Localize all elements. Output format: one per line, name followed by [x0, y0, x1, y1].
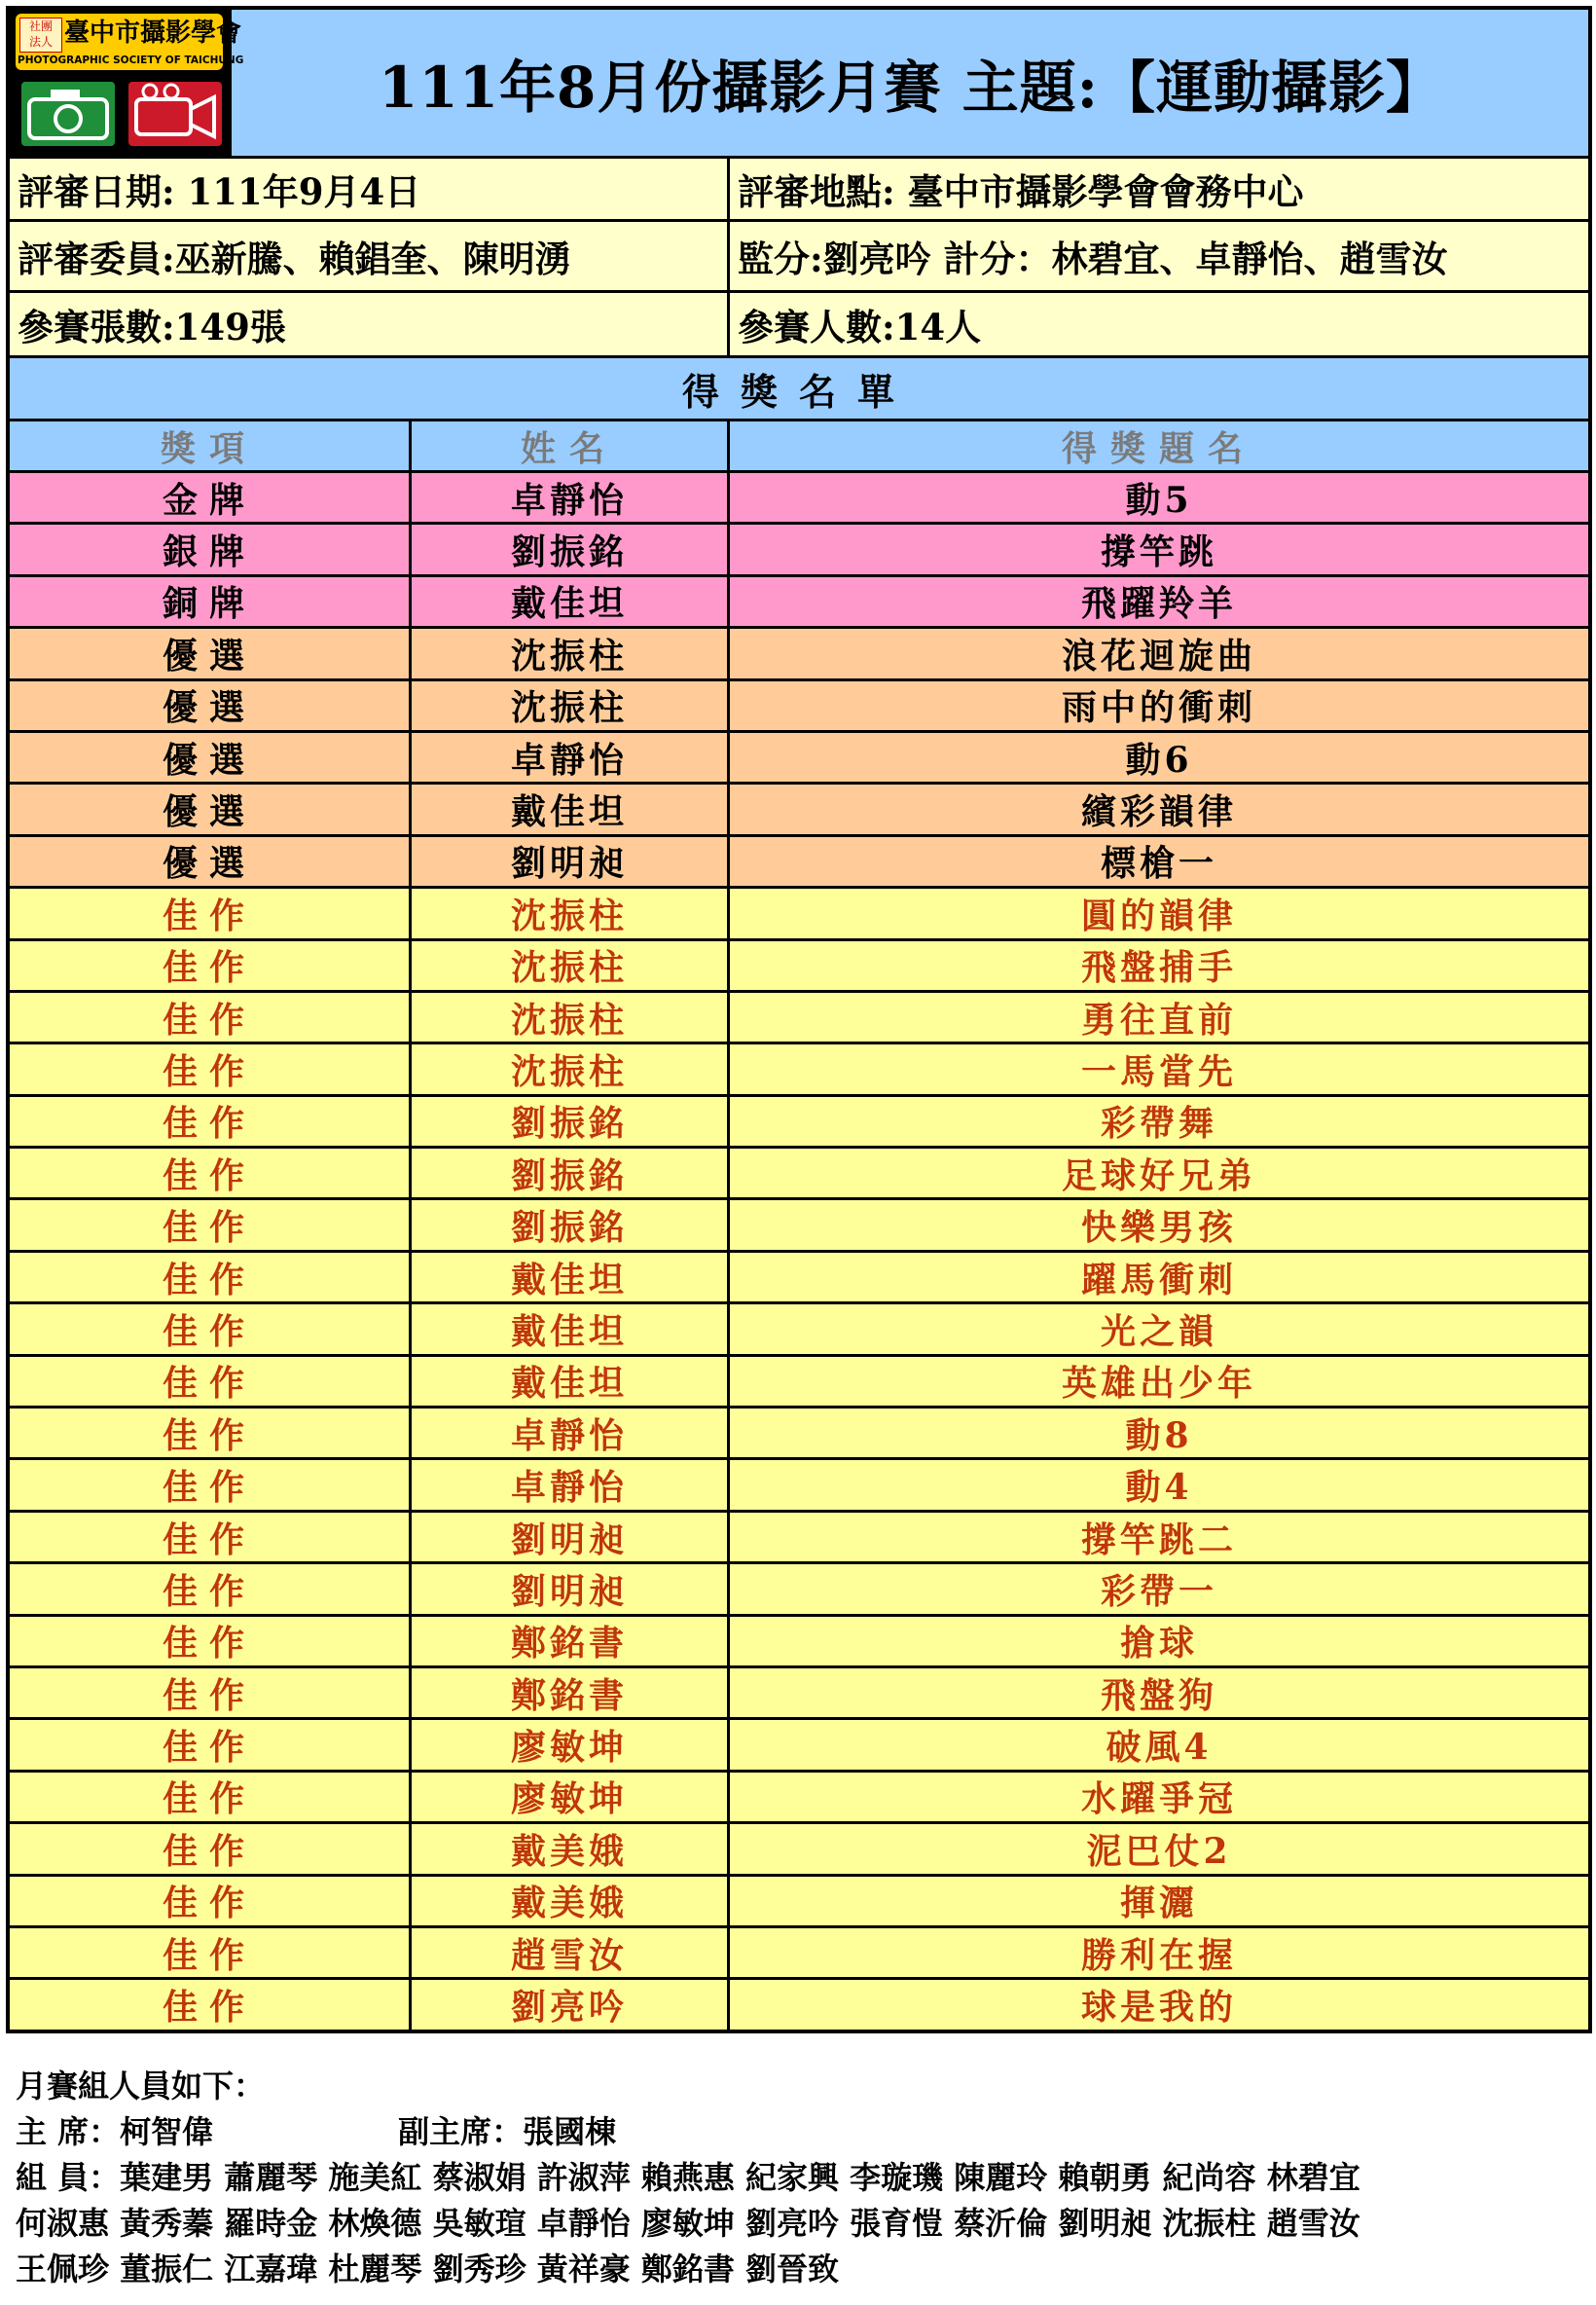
- video-camera-icon: [125, 78, 226, 150]
- winners-section-title: 得獎名單: [10, 358, 1588, 421]
- name-cell: 戴佳坦: [412, 1253, 730, 1301]
- name-cell: 沈振柱: [412, 629, 730, 677]
- work-title-cell: 標槍一: [1100, 843, 1217, 885]
- name-cell: 沈振柱: [412, 941, 730, 990]
- name-cell: 卓靜怡: [412, 733, 730, 782]
- award-cell: 佳作: [10, 1253, 412, 1301]
- award-cell: 銅牌: [10, 577, 412, 626]
- participant-count: 參賽人數:14人: [738, 306, 982, 348]
- name-cell: 劉亮吟: [412, 1980, 730, 2029]
- title-row: [10, 10, 1588, 159]
- table-header: [10, 421, 1588, 473]
- name-cell: 劉明昶: [412, 1564, 730, 1613]
- table-row: [10, 629, 1588, 680]
- work-title-cell: 飛躍羚羊: [1080, 583, 1237, 625]
- page-title: 111年8月份攝影月賽 主題:【運動攝影】: [378, 55, 1444, 121]
- work-title-cell: 撐竿跳: [1100, 531, 1217, 573]
- work-title-cell: 雨中的衝刺: [1061, 687, 1256, 729]
- work-title-cell: 繽彩韻律: [1080, 791, 1237, 833]
- award-cell: 佳作: [10, 1409, 412, 1457]
- committee-members-line-3: 王佩珍 董振仁 江嘉瑋 杜麗琴 劉秀珍 黃祥豪 鄭銘書 劉晉致: [16, 2250, 839, 2287]
- award-cell: 佳作: [10, 1824, 412, 1873]
- work-title-cell: 浪花迴旋曲: [1061, 635, 1256, 677]
- table-row: [10, 889, 1588, 940]
- work-title-cell: 光之韻: [1100, 1310, 1217, 1352]
- table-row: [10, 1824, 1588, 1876]
- table-row: [10, 1044, 1588, 1096]
- award-cell: 佳作: [10, 889, 412, 937]
- award-cell: 優選: [10, 733, 412, 782]
- award-cell: 佳作: [10, 1773, 412, 1821]
- name-cell: 劉振銘: [412, 1149, 730, 1197]
- name-cell: 戴美娥: [412, 1824, 730, 1873]
- name-cell: 卓靜怡: [412, 473, 730, 522]
- name-cell: 劉明昶: [412, 1513, 730, 1561]
- award-cell: 銀牌: [10, 525, 412, 573]
- table-row: [10, 1773, 1588, 1824]
- name-cell: 鄭銘書: [412, 1617, 730, 1665]
- work-title-cell: 快樂男孩: [1080, 1207, 1237, 1249]
- award-cell: 佳作: [10, 1720, 412, 1769]
- name-cell: 鄭銘書: [412, 1668, 730, 1717]
- work-title-cell: 水躍爭冠: [1080, 1778, 1237, 1820]
- work-title-cell: 勇往直前: [1080, 999, 1237, 1041]
- award-cell: 佳作: [10, 1200, 412, 1249]
- name-cell: 沈振柱: [412, 889, 730, 937]
- table-row: [10, 1149, 1588, 1200]
- table-row: [10, 577, 1588, 629]
- table-row: [10, 1668, 1588, 1720]
- work-title-cell: 破風4: [1106, 1727, 1213, 1769]
- work-title-cell: 動5: [1125, 479, 1193, 521]
- award-cell: 佳作: [10, 1617, 412, 1665]
- work-title-cell: 球是我的: [1080, 1987, 1237, 2029]
- info-row-judges: [10, 222, 1588, 293]
- table-row: [10, 785, 1588, 836]
- name-cell: 沈振柱: [412, 1044, 730, 1093]
- info-row-counts: [10, 293, 1588, 358]
- table-row: [10, 1409, 1588, 1460]
- society-logo: [10, 10, 244, 156]
- work-title-cell: 英雄出少年: [1061, 1363, 1256, 1405]
- award-cell: 佳作: [10, 1877, 412, 1925]
- award-cell: 佳作: [10, 1980, 412, 2029]
- award-sheet: [6, 6, 1592, 2033]
- chairperson: 主 席：柯智偉: [16, 2113, 214, 2150]
- committee-members-line-2: 何淑惠 黃秀蓁 羅時金 林煥德 吳敏瑄 卓靜怡 廖敏坤 劉亮吟 張育愷 蔡沂倫 劉明昶 沈振柱 趙雪汝: [16, 2205, 1360, 2242]
- table-row: [10, 941, 1588, 993]
- name-cell: 趙雪汝: [412, 1928, 730, 1977]
- table-row: [10, 1617, 1588, 1668]
- camera-icon: [18, 78, 119, 150]
- judging-location: 評審地點: 臺中市攝影學會會務中心: [738, 170, 1304, 213]
- award-cell: 優選: [10, 837, 412, 886]
- header-award: 獎項: [10, 421, 412, 470]
- award-cell: 佳作: [10, 1149, 412, 1197]
- name-cell: 沈振柱: [412, 993, 730, 1042]
- table-row: [10, 1253, 1588, 1304]
- table-row: [10, 1877, 1588, 1928]
- table-row: [10, 1097, 1588, 1149]
- name-cell: 戴佳坦: [412, 1304, 730, 1353]
- table-row: [10, 525, 1588, 576]
- award-cell: 佳作: [10, 1357, 412, 1406]
- work-title-cell: 搶球: [1119, 1623, 1198, 1665]
- work-title-cell: 勝利在握: [1080, 1934, 1237, 1976]
- work-title-cell: 足球好兄弟: [1061, 1154, 1256, 1196]
- work-title-cell: 揮灑: [1119, 1883, 1198, 1924]
- work-title-cell: 彩帶一: [1100, 1570, 1217, 1612]
- award-cell: 佳作: [10, 1460, 412, 1509]
- table-row: [10, 733, 1588, 785]
- committee-members-line-1: 組 員：葉建男 蕭麗琴 施美紅 蔡淑娟 許淑萍 賴燕惠 紀家興 李璇璣 陳麗玲 賴朝勇 紀尚容 林碧宜: [16, 2159, 1360, 2196]
- vice-chairperson: 副主席：張國棟: [398, 2113, 617, 2150]
- table-row: [10, 993, 1588, 1044]
- work-title-cell: 飛盤捕手: [1080, 947, 1237, 989]
- table-row: [10, 681, 1588, 733]
- name-cell: 戴佳坦: [412, 577, 730, 626]
- award-cell: 佳作: [10, 1513, 412, 1561]
- name-cell: 劉振銘: [412, 525, 730, 573]
- name-cell: 廖敏坤: [412, 1720, 730, 1769]
- award-cell: 佳作: [10, 993, 412, 1042]
- name-cell: 戴佳坦: [412, 785, 730, 833]
- award-cell: 佳作: [10, 941, 412, 990]
- work-title-cell: 動6: [1125, 739, 1193, 781]
- name-cell: 戴美娥: [412, 1877, 730, 1925]
- table-row: [10, 1460, 1588, 1512]
- award-cell: 優選: [10, 681, 412, 730]
- judging-date: 評審日期: 111年9月4日: [10, 159, 730, 219]
- name-cell: 卓靜怡: [412, 1460, 730, 1509]
- work-title-cell: 一馬當先: [1080, 1051, 1237, 1092]
- award-cell: 金牌: [10, 473, 412, 522]
- name-cell: 沈振柱: [412, 681, 730, 730]
- header-work-title: 得獎題名: [1061, 427, 1256, 469]
- committee-intro: 月賽組人員如下：: [16, 2067, 266, 2104]
- table-row: [10, 1720, 1588, 1772]
- table-row: [10, 1200, 1588, 1252]
- table-row: [10, 1513, 1588, 1564]
- award-cell: 佳作: [10, 1668, 412, 1717]
- header-name: 姓名: [412, 421, 730, 470]
- table-row: [10, 1980, 1588, 2029]
- logo-name: 臺中市攝影學會: [64, 18, 242, 48]
- table-row: [10, 1304, 1588, 1356]
- award-cell: 優選: [10, 629, 412, 677]
- info-row-date: [10, 159, 1588, 222]
- work-title-cell: 動8: [1125, 1414, 1193, 1456]
- award-cell: 佳作: [10, 1564, 412, 1613]
- award-cell: 佳作: [10, 1304, 412, 1353]
- table-row: [10, 837, 1588, 889]
- photo-count: 參賽張數:149張: [10, 293, 730, 355]
- committee-footer: [16, 2064, 1586, 2292]
- work-title-cell: 飛盤狗: [1100, 1674, 1217, 1716]
- work-title-cell: 圓的韻律: [1080, 895, 1237, 936]
- name-cell: 廖敏坤: [412, 1773, 730, 1821]
- judges: 評審委員:巫新騰、賴錩奎、陳明湧: [10, 222, 730, 290]
- award-cell: 佳作: [10, 1097, 412, 1146]
- name-cell: 劉明昶: [412, 837, 730, 886]
- award-cell: 佳作: [10, 1928, 412, 1977]
- table-row: [10, 1357, 1588, 1409]
- work-title-cell: 躍馬衝刺: [1080, 1259, 1237, 1300]
- table-row: [10, 1928, 1588, 1980]
- table-row: [10, 473, 1588, 525]
- logo-banner: [16, 14, 244, 70]
- name-cell: 劉振銘: [412, 1200, 730, 1249]
- name-cell: 卓靜怡: [412, 1409, 730, 1457]
- award-cell: 優選: [10, 785, 412, 833]
- winners-table-body: [10, 473, 1588, 2030]
- supervisors: 監分:劉亮吟 計分：林碧宜、卓靜怡、趙雪汝: [738, 238, 1448, 280]
- name-cell: 劉振銘: [412, 1097, 730, 1146]
- work-title-cell: 彩帶舞: [1100, 1103, 1217, 1145]
- award-cell: 佳作: [10, 1044, 412, 1093]
- work-title-cell: 動4: [1125, 1467, 1193, 1509]
- work-title-cell: 泥巴仗2: [1086, 1830, 1232, 1872]
- logo-english-name: PHOTOGRAPHIC SOCIETY OF TAICHUNG: [18, 55, 244, 66]
- work-title-cell: 撐竿跳二: [1080, 1518, 1237, 1560]
- name-cell: 戴佳坦: [412, 1357, 730, 1406]
- committee-chairs: [16, 2109, 1586, 2155]
- table-row: [10, 1564, 1588, 1616]
- logo-tag: 社團 法人: [19, 18, 62, 53]
